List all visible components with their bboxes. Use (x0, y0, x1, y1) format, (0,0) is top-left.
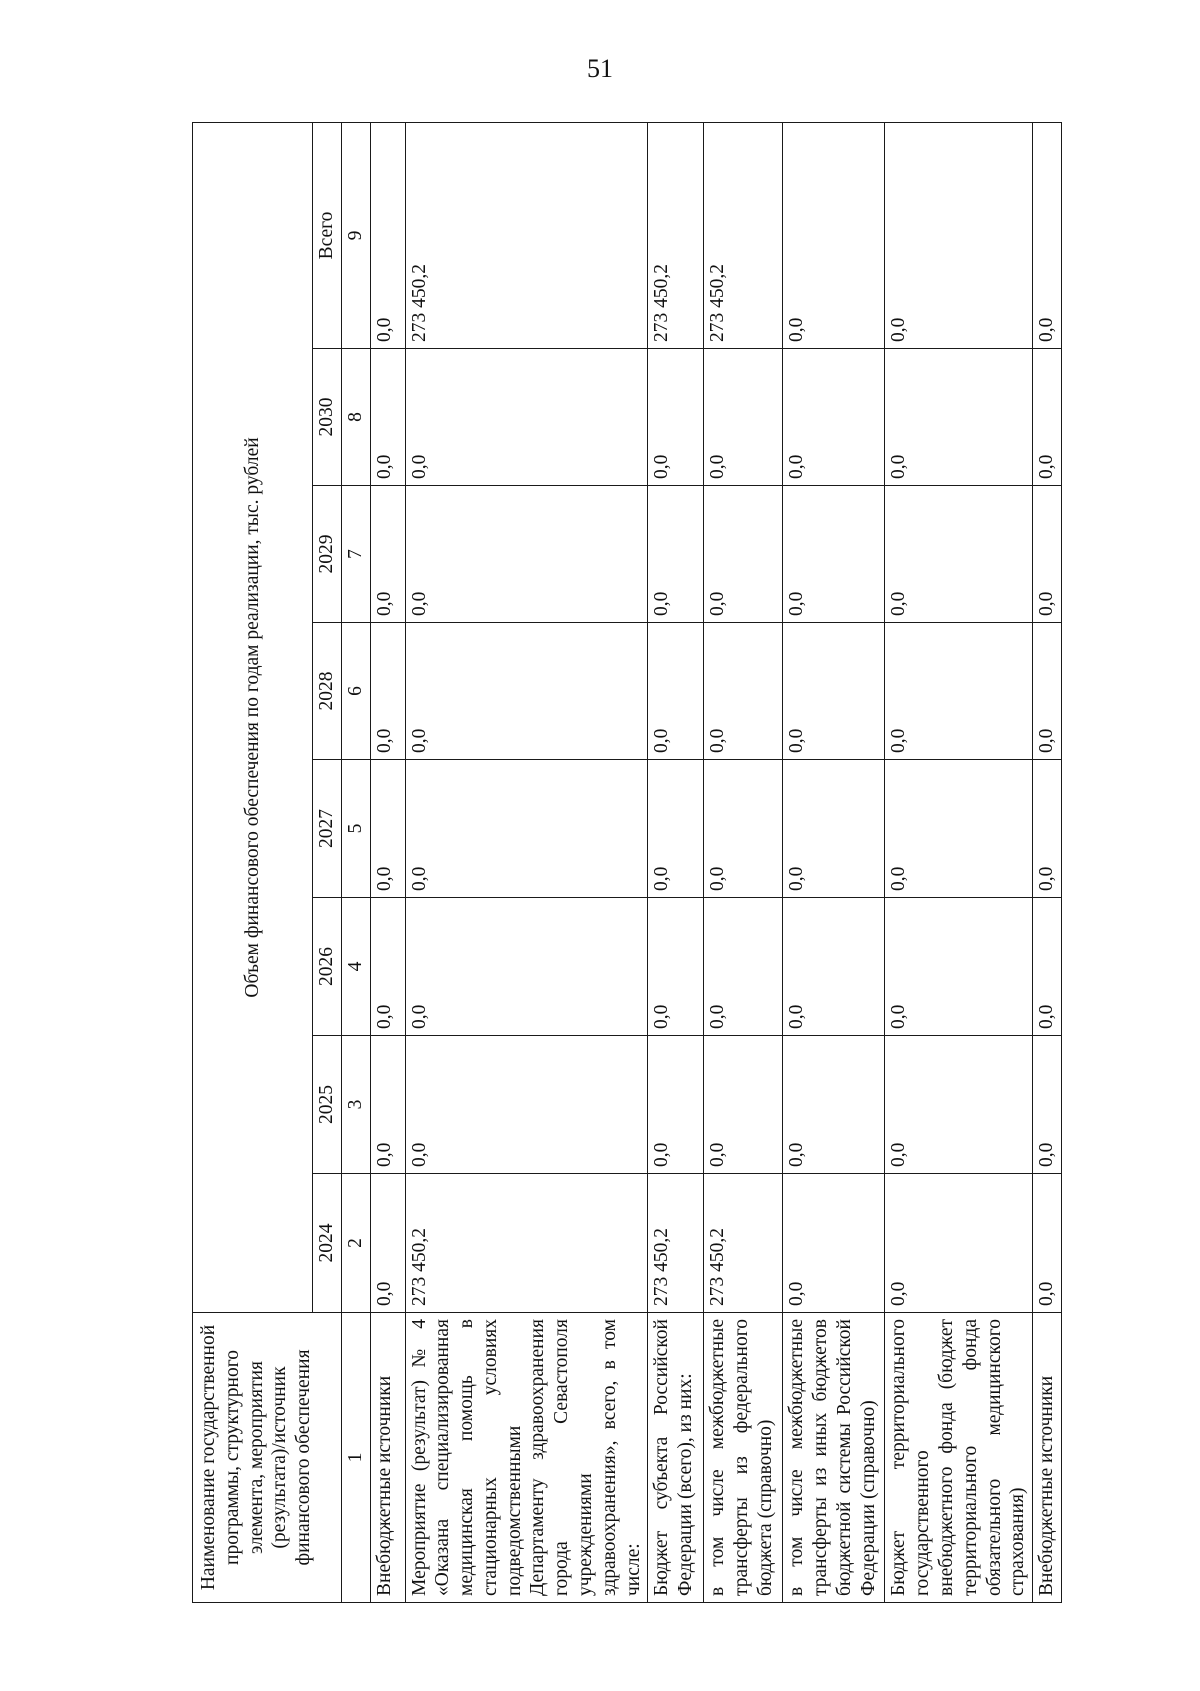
cell-value: 273 450,2 (704, 122, 783, 348)
cell-value: 0,0 (648, 623, 704, 760)
column-number: 5 (341, 760, 370, 898)
financing-table (192, 122, 1062, 1603)
year-header-2024: 2024 (313, 1174, 342, 1313)
column-number: 6 (341, 623, 370, 760)
year-header-total: Всего (313, 122, 342, 348)
column-number: 1 (341, 1313, 370, 1603)
cell-value: 0,0 (783, 349, 885, 486)
cell-value: 0,0 (885, 760, 1033, 898)
cell-value: 0,0 (704, 898, 783, 1036)
cell-value: 0,0 (704, 349, 783, 486)
year-header-2028: 2028 (313, 623, 342, 760)
cell-value: 0,0 (704, 760, 783, 898)
year-header-2025: 2025 (313, 1036, 342, 1174)
cell-value: 0,0 (1033, 1174, 1062, 1313)
cell-value: 0,0 (885, 623, 1033, 760)
column-number: 7 (341, 486, 370, 623)
table-row (704, 122, 783, 1602)
table-row (885, 122, 1033, 1602)
cell-value: 0,0 (783, 898, 885, 1036)
table-row (648, 122, 704, 1602)
cell-value: 0,0 (370, 760, 405, 898)
row-name: Внебюджетные источники (370, 1313, 405, 1603)
table-row (405, 122, 648, 1602)
rotated-table-container (192, 123, 1058, 1603)
cell-value: 0,0 (370, 898, 405, 1036)
cell-value: 0,0 (1033, 1036, 1062, 1174)
cell-value: 0,0 (405, 486, 648, 623)
cell-value: 0,0 (648, 486, 704, 623)
page-number: 51 (587, 54, 613, 83)
cell-value: 0,0 (1033, 486, 1062, 623)
year-header-2027: 2027 (313, 760, 342, 898)
cell-value: 273 450,2 (405, 1174, 648, 1313)
column-number: 9 (341, 122, 370, 348)
cell-value: 0,0 (885, 898, 1033, 1036)
cell-value: 0,0 (1033, 122, 1062, 348)
column-number: 8 (341, 349, 370, 486)
cell-value: 0,0 (885, 1174, 1033, 1313)
cell-value: 0,0 (783, 760, 885, 898)
cell-value: 273 450,2 (648, 1174, 704, 1313)
row-name: в том числе межбюджетные трансферты из иных бюджетов бюджетной системы Российской Федерации (справочно) (783, 1313, 885, 1603)
cell-value: 273 450,2 (704, 1174, 783, 1313)
cell-value: 0,0 (783, 1174, 885, 1313)
volume-header: Объем финансового обеспечения по годам реализации, тыс. рублей (193, 122, 313, 1312)
cell-value: 0,0 (885, 122, 1033, 348)
cell-value: 0,0 (1033, 349, 1062, 486)
cell-value: 0,0 (370, 349, 405, 486)
row-name: в том числе межбюджетные трансферты из федерального бюджета (справочно) (704, 1313, 783, 1603)
cell-value: 0,0 (783, 623, 885, 760)
cell-value: 0,0 (1033, 760, 1062, 898)
cell-value: 0,0 (704, 623, 783, 760)
year-header-2029: 2029 (313, 486, 342, 623)
cell-value: 0,0 (1033, 623, 1062, 760)
cell-value: 0,0 (405, 1036, 648, 1174)
cell-value: 273 450,2 (405, 122, 648, 348)
cell-value: 0,0 (370, 486, 405, 623)
cell-value: 0,0 (648, 1036, 704, 1174)
column-number: 2 (341, 1174, 370, 1313)
cell-value: 0,0 (783, 486, 885, 623)
cell-value: 0,0 (885, 349, 1033, 486)
cell-value: 0,0 (885, 1036, 1033, 1174)
row-name: Бюджет субъекта Российской Федерации (всего), из них: (648, 1313, 704, 1603)
cell-value: 0,0 (783, 122, 885, 348)
cell-value: 0,0 (704, 1036, 783, 1174)
table-row (783, 122, 885, 1602)
cell-value: 0,0 (704, 486, 783, 623)
cell-value: 0,0 (405, 623, 648, 760)
column-number: 3 (341, 1036, 370, 1174)
cell-value: 0,0 (370, 1036, 405, 1174)
row-name: Мероприятие (результат) № 4 «Оказана специализированная медицинская помощь в стационарных условиях подведомственными Департаменту здравоохранения города Севастополя учреждениями здравоохранения», всего, в том числе: (405, 1313, 648, 1603)
column-number: 4 (341, 898, 370, 1036)
table-row (1033, 122, 1062, 1602)
cell-value: 0,0 (648, 760, 704, 898)
cell-value: 0,0 (405, 898, 648, 1036)
table-row (370, 122, 405, 1602)
cell-value: 0,0 (885, 486, 1033, 623)
row-name: Бюджет территориального государственного внебюджетного фонда (бюджет территориального фонда обязательного медицинского страхования) (885, 1313, 1033, 1603)
year-header-2026: 2026 (313, 898, 342, 1036)
cell-value: 0,0 (370, 623, 405, 760)
cell-value: 0,0 (405, 760, 648, 898)
cell-value: 0,0 (370, 1174, 405, 1313)
name-column-header: Наименование государственной программы, структурного элемента, мероприятия (результата)/источник финансового обеспечения (193, 1313, 342, 1603)
row-name: Внебюджетные источники (1033, 1313, 1062, 1603)
column-number-row (341, 122, 370, 1602)
year-header-2030: 2030 (313, 349, 342, 486)
cell-value: 0,0 (648, 898, 704, 1036)
cell-value: 273 450,2 (648, 122, 704, 348)
cell-value: 0,0 (1033, 898, 1062, 1036)
cell-value: 0,0 (783, 1036, 885, 1174)
cell-value: 0,0 (648, 349, 704, 486)
cell-value: 0,0 (370, 122, 405, 348)
cell-value: 0,0 (405, 349, 648, 486)
